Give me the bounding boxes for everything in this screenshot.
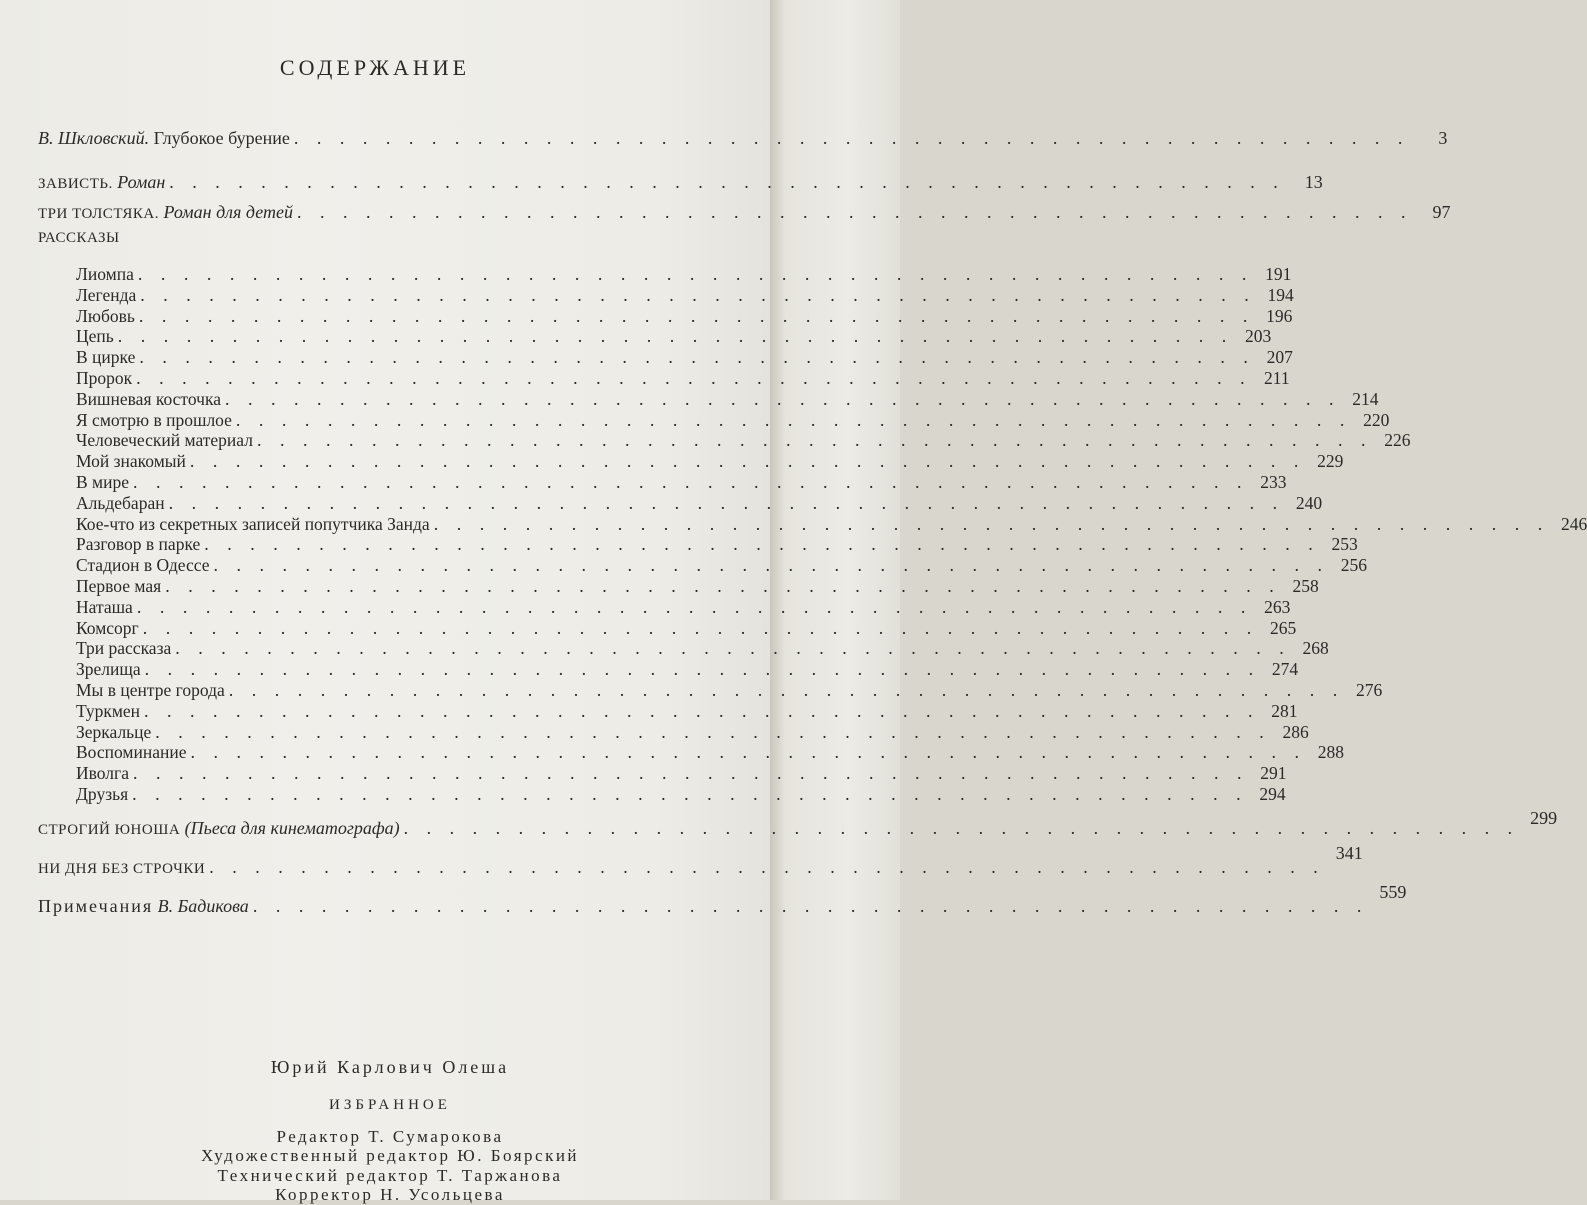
toc-story-entry bbox=[76, 264, 1292, 285]
dot-leader: . . . . . . . . . . . . . . . . . . . . . . . . . . . . . . . . . . . . . . . . . . . . . . . . . bbox=[136, 596, 1253, 617]
toc-subtitle: Роман для детей bbox=[163, 202, 293, 222]
toc-page-number: 214 bbox=[1352, 388, 1379, 409]
toc-page-number: 559 bbox=[1379, 882, 1407, 902]
toc-title: Друзья bbox=[76, 784, 129, 804]
toc-title: Человеческий материал bbox=[76, 430, 253, 451]
toc-title: Мы в центре города bbox=[76, 680, 225, 700]
toc-subtitle: В. Бадикова bbox=[157, 896, 249, 916]
toc-page-number: 220 bbox=[1363, 409, 1390, 430]
dot-leader: . . . . . . . . . . . . . . . . . . . . . . . . . . . . . . . . . . . . . . . . . . . . . . . . . bbox=[168, 492, 1285, 513]
toc-page-number: 265 bbox=[1270, 617, 1297, 638]
toc-page-number: 229 bbox=[1317, 451, 1344, 472]
toc-story-entry bbox=[76, 492, 1323, 514]
toc-entry-ni-dnya bbox=[38, 843, 1363, 878]
toc-page-number: 226 bbox=[1384, 430, 1411, 451]
toc-page-number: 294 bbox=[1259, 784, 1286, 804]
dot-leader: . . . . . . . . . . . . . . . . . . . . . . . . . . . . . . . . . . . . . . . . . . . . . . . . . bbox=[132, 784, 1248, 804]
dot-leader: . . . . . . . . . . . . . . . . . . . . . . . . . . . . . . . . . . . . . . . . . . . . . . . . . bbox=[144, 700, 1260, 721]
toc-title: В мире bbox=[76, 472, 130, 492]
toc-story-entry bbox=[76, 742, 1344, 763]
toc-story-entry bbox=[76, 576, 1319, 597]
dot-leader: . . . . . . . . . . . . . . . . . . . . . . . . . . . . . . . . . . . . . . . . . . . . . . . . . bbox=[175, 638, 1291, 659]
dot-leader: . . . . . . . . . . . . . . . . . . . . . . . . . . . . . . . . . . . . . . . . . . . . . . . . . bbox=[189, 451, 1306, 472]
toc-title: Наташа bbox=[76, 596, 133, 617]
toc-page-number: 233 bbox=[1260, 472, 1287, 492]
toc-page-number: 286 bbox=[1282, 721, 1309, 742]
dot-leader: . . . . . . . . . . . . . . . . . . . . . . . . . . . . . . . . . . . . . . . . . . . . . . . . . bbox=[296, 202, 1413, 222]
toc-title: Зрелища bbox=[76, 659, 141, 680]
dot-leader: . . . . . . . . . . . . . . . . . . . . . . . . . . . . . . . . . . . . . . . . . . . . . . . . . bbox=[293, 128, 1410, 148]
dot-leader: . . . . . . . . . . . . . . . . . . . . . . . . . . . . . . . . . . . . . . . . . . . . . . . . . bbox=[155, 721, 1271, 742]
toc-title: Туркмен bbox=[76, 700, 141, 721]
toc-page-number: 246 bbox=[1560, 513, 1587, 534]
dot-leader: . . . . . . . . . . . . . . . . . . . . . . . . . . . . . . . . . . . . . . . . . . . . . . . . . bbox=[138, 305, 1255, 326]
toc-page-number: 274 bbox=[1271, 659, 1299, 680]
toc-page-number: 341 bbox=[1335, 843, 1363, 863]
toc-story-entry bbox=[76, 513, 1587, 535]
dot-leader: . . . . . . . . . . . . . . . . . . . . . . . . . . . . . . . . . . . . . . . . . . . . . . . . . bbox=[228, 680, 1345, 700]
toc-story-entry bbox=[76, 388, 1379, 410]
toc-page-number: 281 bbox=[1271, 700, 1298, 721]
toc-title: Зеркальце bbox=[76, 721, 152, 742]
toc-story-entry bbox=[76, 596, 1291, 618]
toc-page-number: 291 bbox=[1260, 763, 1287, 784]
toc-entry-notes bbox=[38, 882, 1407, 917]
toc-title: Три рассказа bbox=[76, 638, 172, 659]
toc-title: Иволга bbox=[76, 763, 129, 784]
dot-leader: . . . . . . . . . . . . . . . . . . . . . . . . . . . . . . . . . . . . . . . . . . . . . . . . . bbox=[165, 576, 1281, 596]
toc-story-entry bbox=[76, 347, 1293, 368]
toc-entry-zavist bbox=[38, 172, 1323, 193]
toc-page-number: 276 bbox=[1356, 680, 1383, 700]
toc-page-number: 240 bbox=[1295, 492, 1323, 513]
colophon-art-editor: Художественный редактор Ю. Боярский bbox=[200, 1146, 580, 1165]
toc-page-number: 191 bbox=[1265, 264, 1292, 284]
toc-title: Любовь bbox=[76, 305, 135, 326]
dot-leader: . . . . . . . . . . . . . . . . . . . . . . . . . . . . . . . . . . . . . . . . . . . . . . . . . bbox=[133, 472, 1249, 492]
dot-leader: . . . . . . . . . . . . . . . . . . . . . . . . . . . . . . . . . . . . . . . . . . . . . . . . . bbox=[256, 430, 1373, 451]
toc-page-number: 13 bbox=[1304, 172, 1323, 192]
toc-story-entry bbox=[76, 326, 1272, 347]
toc-title: Альдебаран bbox=[76, 492, 165, 513]
dot-leader: . . . . . . . . . . . . . . . . . . . . . . . . . . . . . . . . . . . . . . . . . . . . . . . . . bbox=[224, 388, 1341, 409]
toc-title: Пророк bbox=[76, 368, 133, 388]
toc-page-number: 253 bbox=[1331, 534, 1358, 555]
colophon-author: Юрий Карлович Олеша bbox=[270, 1057, 510, 1077]
toc-page-number: 211 bbox=[1264, 368, 1290, 388]
toc-subtitle: Роман bbox=[117, 172, 166, 192]
toc-title: Лиомпа bbox=[76, 264, 134, 284]
dot-leader: . . . . . . . . . . . . . . . . . . . . . . . . . . . . . . . . . . . . . . . . . . . . . . . . . bbox=[139, 347, 1255, 368]
toc-title: Первое мая bbox=[76, 576, 162, 596]
toc-title: Стадион в Одессе bbox=[76, 555, 210, 576]
toc-story-entry bbox=[76, 555, 1367, 576]
dot-leader: . . . . . . . . . . . . . . . . . . . . . . . . . . . . . . . . . . . . . . . . . . . . . . . . . bbox=[136, 368, 1252, 388]
toc-title: В цирке bbox=[76, 347, 136, 368]
toc-story-entry bbox=[76, 534, 1358, 555]
toc-title: Кое-что из секретных записей попутчика Занда bbox=[76, 513, 430, 534]
toc-title: Разговор в парке bbox=[76, 534, 201, 555]
toc-title: Цепь bbox=[76, 326, 114, 347]
toc-page-number: 288 bbox=[1317, 742, 1344, 763]
dot-leader: . . . . . . . . . . . . . . . . . . . . . . . . . . . . . . . . . . . . . . . . . . . . . . . . . bbox=[140, 284, 1256, 305]
toc-story-entry bbox=[76, 472, 1287, 493]
toc-story-entry bbox=[76, 284, 1294, 306]
toc-story-entry bbox=[76, 305, 1293, 327]
dot-leader: . . . . . . . . . . . . . . . . . . . . . . . . . . . . . . . . . . . . . . . . . . . . . . . . . bbox=[433, 513, 1550, 534]
toc-title: ЗАВИСТЬ. bbox=[38, 176, 113, 192]
toc-page-number: 268 bbox=[1302, 638, 1329, 659]
toc-page-number: 299 bbox=[1530, 808, 1558, 828]
dot-leader: . . . . . . . . . . . . . . . . . . . . . . . . . . . . . . . . . . . . . . . . . . . . . . . . . bbox=[144, 659, 1261, 680]
dot-leader: . . . . . . . . . . . . . . . . . . . . . . . . . . . . . . . . . . . . . . . . . . . . . . . . . bbox=[142, 617, 1259, 638]
dot-leader: . . . . . . . . . . . . . . . . . . . . . . . . . . . . . . . . . . . . . . . . . . . . . . . . . bbox=[169, 172, 1285, 192]
toc-page-number: 263 bbox=[1264, 596, 1291, 617]
toc-title: Комсорг bbox=[76, 617, 139, 638]
toc-page-number: 203 bbox=[1245, 326, 1272, 347]
toc-title: Вишневая косточка bbox=[76, 388, 221, 409]
toc-page-number: 258 bbox=[1292, 576, 1319, 596]
toc-story-entry bbox=[76, 617, 1297, 639]
colophon-editor: Редактор Т. Сумарокова bbox=[276, 1127, 504, 1146]
toc-entry-strogiy-yunosha bbox=[38, 808, 1558, 839]
toc-story-entry bbox=[76, 721, 1309, 743]
toc-page-number: 207 bbox=[1266, 347, 1293, 368]
toc-story-entry bbox=[76, 430, 1411, 451]
toc-title: ТРИ ТОЛСТЯКА. bbox=[38, 206, 159, 222]
toc-title: СТРОГИЙ ЮНОША bbox=[38, 822, 181, 838]
toc-page-number: 97 bbox=[1432, 202, 1451, 222]
toc-title: Глубокое бурение bbox=[153, 128, 290, 148]
toc-page-number: 3 bbox=[1438, 128, 1448, 148]
dot-leader: . . . . . . . . . . . . . . . . . . . . . . . . . . . . . . . . . . . . . . . . . . . . . . . . . bbox=[213, 555, 1329, 576]
dot-leader: . . . . . . . . . . . . . . . . . . . . . . . . . . . . . . . . . . . . . . . . . . . . . . . . . bbox=[403, 818, 1520, 838]
toc-story-entry bbox=[76, 784, 1286, 805]
toc-page-number: 256 bbox=[1340, 555, 1367, 576]
toc-story-entry bbox=[76, 638, 1329, 659]
toc-subtitle: (Пьеса для кинематографа) bbox=[184, 818, 400, 838]
toc-title: Воспоминание bbox=[76, 742, 187, 763]
dot-leader: . . . . . . . . . . . . . . . . . . . . . . . . . . . . . . . . . . . . . . . . . . . . . . . . . bbox=[117, 326, 1234, 347]
toc-title: Я смотрю в прошлое bbox=[76, 409, 232, 430]
toc-page-number: 194 bbox=[1267, 284, 1294, 305]
toc-story-entry bbox=[76, 700, 1298, 722]
toc-entry-tri-tolstyaka bbox=[38, 202, 1451, 223]
toc-title: Примечания bbox=[38, 896, 154, 916]
toc-story-entry bbox=[76, 409, 1390, 431]
toc-author: В. Шкловский. bbox=[38, 128, 150, 148]
toc-page-number: 196 bbox=[1266, 305, 1293, 326]
toc-story-entry bbox=[76, 680, 1383, 701]
toc-title: Мой знакомый bbox=[76, 451, 186, 472]
dot-leader: . . . . . . . . . . . . . . . . . . . . . . . . . . . . . . . . . . . . . . . . . . . . . . . . . bbox=[252, 896, 1369, 916]
toc-title: НИ ДНЯ БЕЗ СТРОЧКИ bbox=[38, 861, 206, 877]
dot-leader: . . . . . . . . . . . . . . . . . . . . . . . . . . . . . . . . . . . . . . . . . . . . . . . . . bbox=[132, 763, 1249, 784]
dot-leader: . . . . . . . . . . . . . . . . . . . . . . . . . . . . . . . . . . . . . . . . . . . . . . . . . bbox=[190, 742, 1306, 763]
toc-title: Легенда bbox=[76, 284, 137, 305]
toc-story-entry bbox=[76, 368, 1290, 389]
colophon-book-title: ИЗБРАННОЕ bbox=[329, 1097, 451, 1113]
dot-leader: . . . . . . . . . . . . . . . . . . . . . . . . . . . . . . . . . . . . . . . . . . . . . . . . . bbox=[209, 857, 1325, 877]
toc-entry-foreword bbox=[38, 128, 1448, 149]
toc-story-entry bbox=[76, 451, 1344, 472]
toc-story-entry bbox=[76, 659, 1299, 680]
colophon-proofreader: Корректор Н. Усольцева bbox=[275, 1185, 505, 1204]
dot-leader: . . . . . . . . . . . . . . . . . . . . . . . . . . . . . . . . . . . . . . . . . . . . . . . . . bbox=[235, 409, 1352, 430]
dot-leader: . . . . . . . . . . . . . . . . . . . . . . . . . . . . . . . . . . . . . . . . . . . . . . . . . bbox=[137, 264, 1254, 284]
toc-story-entry bbox=[76, 763, 1287, 784]
colophon-tech-editor: Технический редактор Т. Таржанова bbox=[217, 1166, 563, 1185]
page-title: СОДЕРЖАНИЕ bbox=[279, 55, 471, 80]
section-heading-stories: РАССКАЗЫ bbox=[38, 230, 120, 246]
dot-leader: . . . . . . . . . . . . . . . . . . . . . . . . . . . . . . . . . . . . . . . . . . . . . . . . . bbox=[204, 534, 1320, 555]
